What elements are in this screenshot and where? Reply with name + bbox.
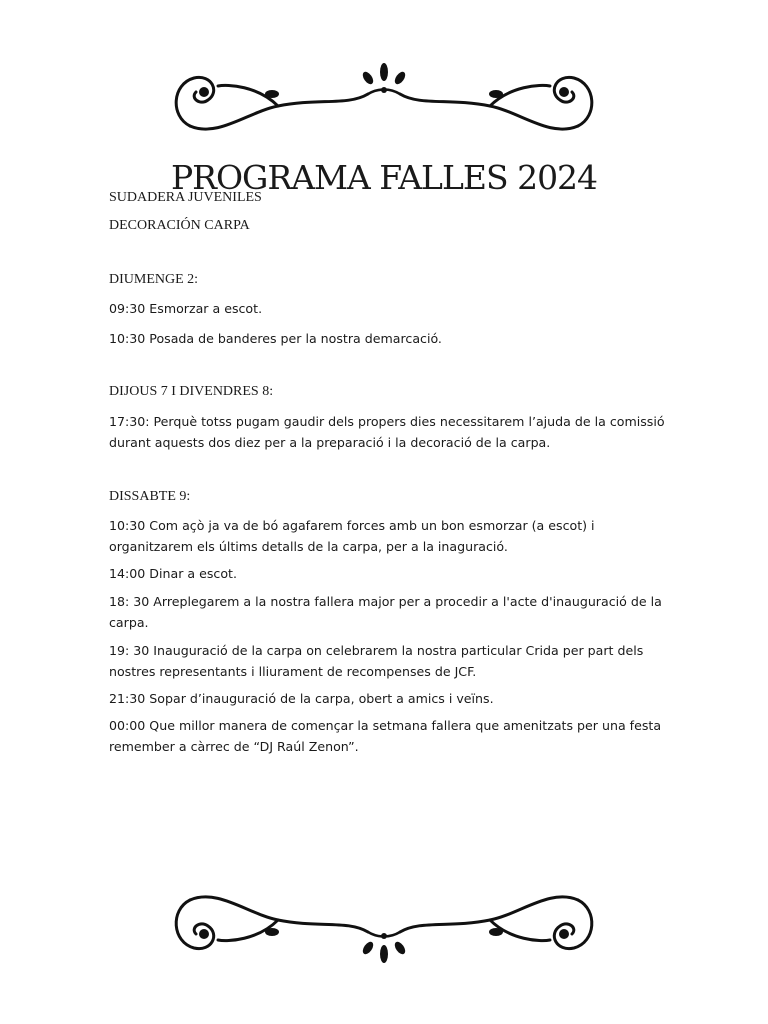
schedule-item: 17:30: Perquè totss pugam gaudir dels propers dies necessitarem l’ajuda de la comissió durant aquests dos diez per a la preparació i la decoració de la carpa. — [109, 414, 665, 450]
schedule-item: 19: 30 Inauguració de la carpa on celebrarem la nostra particular Crida per part dels nostres representants i lliurament de recompenses de JCF. — [109, 643, 644, 679]
top-flourish-ornament — [168, 56, 600, 148]
section-heading-dissabte: DISSABTE 9: — [109, 489, 191, 504]
intro-line-2: DECORACIÓN CARPA — [109, 218, 250, 233]
section-heading-diumenge: DIUMENGE 2: — [109, 272, 199, 287]
schedule-item: 21:30 Sopar d’inauguració de la carpa, obert a amics i veïns. — [109, 691, 494, 706]
schedule-item: 00:00 Que millor manera de començar la setmana fallera que amenitzats per una festa remember a càrrec de “DJ Raúl Zenon”. — [109, 718, 662, 754]
intro-line-1: SUDADERA JUVENILES — [109, 190, 262, 205]
schedule-item: 09:30 Esmorzar a escot. — [109, 301, 263, 316]
bottom-flourish-ornament — [168, 878, 600, 970]
program-content — [109, 188, 669, 757]
schedule-item: 10:30 Posada de banderes per la nostra demarcació. — [109, 331, 442, 346]
schedule-item: 18: 30 Arreplegarem a la nostra fallera major per a procedir a l'acte d'inauguració de la carpa. — [109, 594, 662, 630]
schedule-item: 14:00 Dinar a escot. — [109, 566, 237, 581]
page-title: PROGRAMA FALLES 2024 — [170, 158, 598, 198]
schedule-item: 10:30 Com açò ja va de bó agafarem forces amb un bon esmorzar (a escot) i organitzarem els últims detalls de la carpa, per a la inaguració. — [109, 518, 595, 554]
section-heading-dijous-divendres: DIJOUS 7 I DIVENDRES 8: — [109, 384, 274, 399]
